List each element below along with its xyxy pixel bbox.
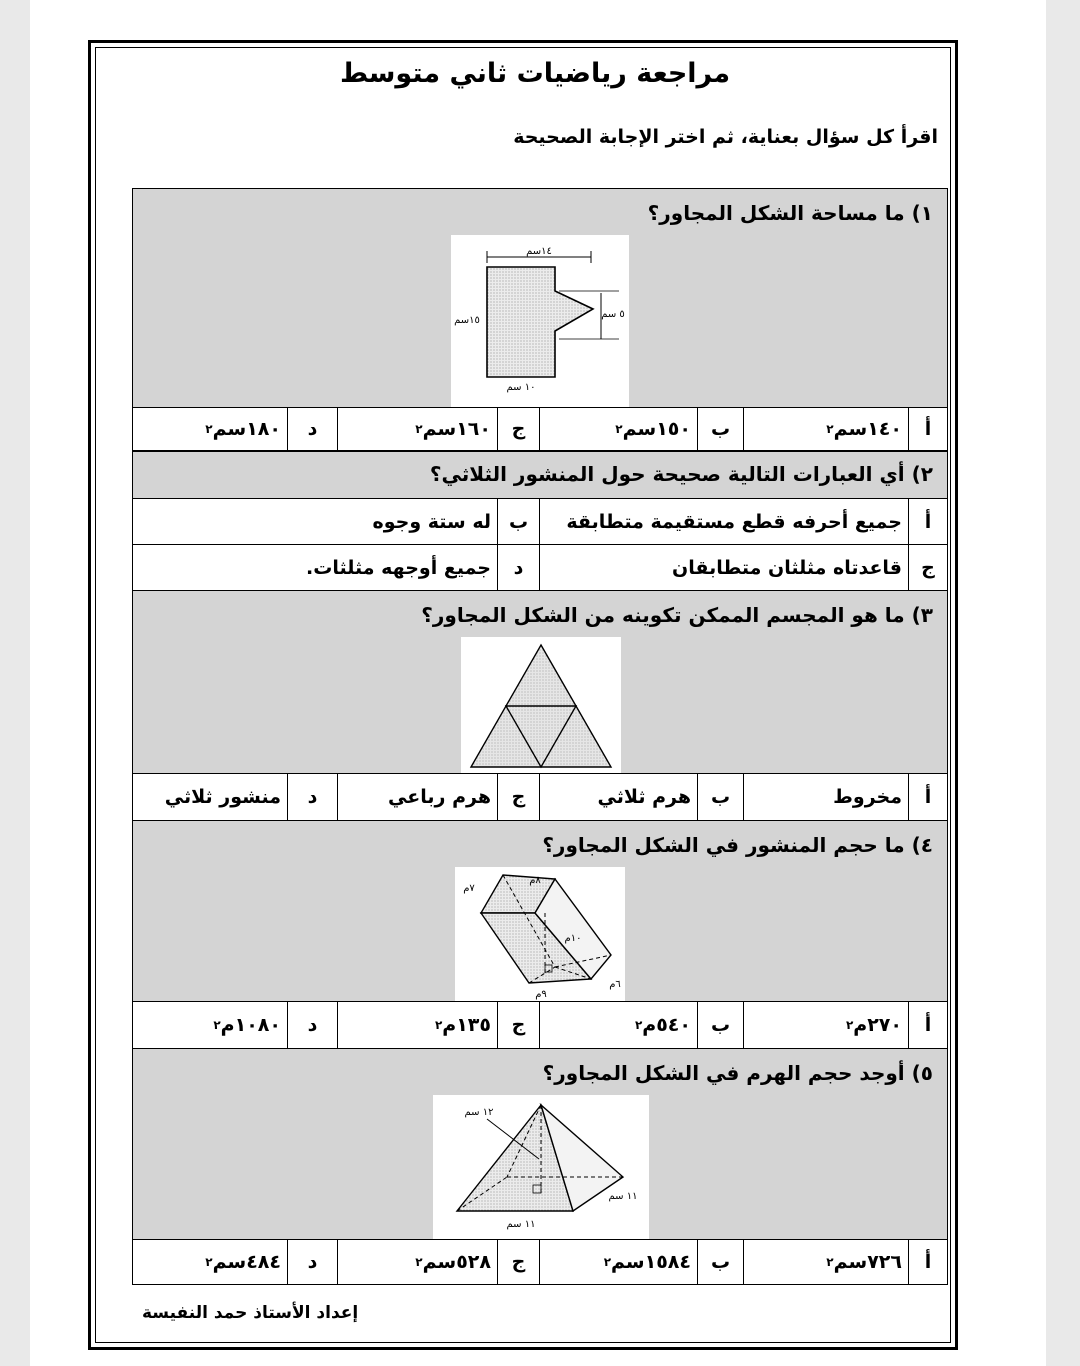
q1-option-a[interactable]: ١٤٠سم ٢ — [743, 408, 909, 450]
question-2-text — [430, 462, 933, 486]
q2-option-c[interactable]: قاعدتاه مثلثان متطابقان — [539, 545, 909, 590]
question-3-box — [132, 590, 948, 774]
figure-4-label-a: ٧م — [463, 883, 475, 894]
q5-letter-c: ج — [497, 1240, 539, 1284]
q2-letter-d: د — [497, 545, 539, 590]
question-5-text — [543, 1061, 933, 1085]
q4-letter-c: ج — [497, 1002, 539, 1048]
q2-letter-a: أ — [924, 510, 932, 533]
figure-1-label-top: ١٤سم — [526, 246, 552, 257]
q3-letter-a: أ — [924, 786, 932, 808]
q3-option-b[interactable]: هرم ثلاثي — [539, 774, 697, 820]
q1-letter-c: ج — [497, 408, 539, 450]
q2-option-b[interactable]: له ستة وجوه — [372, 510, 491, 533]
figure-4-label-c: ١٠م — [564, 933, 582, 944]
q5-letter-b: ب — [697, 1240, 743, 1284]
question-3-figure — [461, 637, 621, 775]
question-3-text — [421, 603, 933, 627]
question-1-text — [648, 201, 933, 225]
figure-1-label-right: ٥ سم — [601, 309, 625, 320]
page-title: مراجعة رياضيات ثاني متوسط — [339, 58, 731, 89]
question-4-box — [132, 820, 948, 1002]
q2-letter-b: ب — [497, 499, 539, 544]
author-credit: إعداد الأستاذ حمد النفيسة — [142, 1303, 359, 1323]
q4-letter-a: أ — [924, 1014, 932, 1036]
question-2-prompt: أي العبارات التالية صحيحة حول المنشور الثلاثي؟ — [429, 462, 905, 486]
figure-1-label-left: ١٥سم — [454, 315, 480, 326]
question-1-figure — [451, 235, 629, 409]
instructions: اقرأ كل سؤال بعناية، ثم اختر الإجابة الصحيحة — [513, 126, 938, 148]
question-1-options-row — [132, 407, 948, 451]
q3-option-a[interactable]: مخروط — [743, 774, 909, 820]
q5-letter-a: أ — [924, 1251, 932, 1273]
question-1-box — [132, 188, 948, 408]
q5-option-b[interactable]: ١٥٨٤سم ٢ — [539, 1240, 697, 1284]
q1-letter-b: ب — [697, 408, 743, 450]
q4-option-d[interactable]: ١٠٨٠م ٢ — [213, 1014, 281, 1036]
figure-5-label-side: ١١ سم — [608, 1191, 638, 1202]
question-4-prompt: ما حجم المنشور في الشكل المجاور؟ — [542, 833, 905, 857]
q5-option-d[interactable]: ٤٨٤سم ٢ — [205, 1251, 281, 1273]
question-2-box — [132, 451, 948, 499]
question-2-options-row-1 — [132, 498, 948, 545]
q3-letter-d: د — [287, 774, 337, 820]
q2-option-a[interactable]: جميع أحرفه قطع مستقيمة متطابقة — [539, 499, 909, 544]
left-margin-shade — [0, 0, 30, 1366]
question-5-box — [132, 1048, 948, 1240]
q4-option-c[interactable]: ١٣٥م ٢ — [337, 1002, 497, 1048]
figure-4-label-e: ٩م — [535, 989, 547, 1000]
figure-5-label-slant: ١٢ سم — [464, 1107, 494, 1118]
q4-option-b[interactable]: ٥٤٠م ٢ — [539, 1002, 697, 1048]
q1-option-c[interactable]: ١٦٠سم ٢ — [337, 408, 497, 450]
question-2-options-row-2 — [132, 544, 948, 591]
q3-letter-c: ج — [497, 774, 539, 820]
question-4-figure — [455, 867, 625, 1003]
figure-5-label-bottom: ١١ سم — [506, 1219, 536, 1230]
question-5-prompt: أوجد حجم الهرم في الشكل المجاور؟ — [542, 1061, 905, 1085]
q4-letter-b: ب — [697, 1002, 743, 1048]
q4-option-a[interactable]: ٢٧٠م ٢ — [743, 1002, 909, 1048]
figure-1-label-bottom: ١٠ سم — [506, 382, 536, 393]
q4-letter-d: د — [287, 1002, 337, 1048]
question-4-text — [542, 833, 933, 857]
q3-option-d[interactable]: منشور ثلاثي — [164, 786, 281, 808]
q1-letter-d: د — [287, 408, 337, 450]
q2-option-d[interactable]: جميع أوجهه مثلثات. — [306, 556, 491, 579]
question-1-prompt: ما مساحة الشكل المجاور؟ — [647, 201, 905, 225]
question-3-prompt: ما هو المجسم الممكن تكوينه من الشكل المجاور؟ — [421, 603, 905, 627]
question-3-number: ٣) — [911, 603, 933, 627]
q3-letter-b: ب — [697, 774, 743, 820]
question-2-number: ٢) — [911, 462, 933, 486]
q5-option-a[interactable]: ٧٢٦سم ٢ — [743, 1240, 909, 1284]
q5-option-c[interactable]: ٥٢٨سم ٢ — [337, 1240, 497, 1284]
question-5-figure — [433, 1095, 649, 1241]
q1-letter-a: أ — [924, 418, 932, 440]
question-5-number: ٥) — [911, 1061, 933, 1085]
q1-option-b[interactable]: ١٥٠سم ٢ — [539, 408, 697, 450]
figure-4-label-d: ٦م — [609, 979, 621, 990]
right-margin-shade — [1046, 0, 1080, 1366]
question-5-options-row — [132, 1239, 948, 1285]
q1-option-d[interactable]: ١٨٠سم ٢ — [205, 418, 281, 440]
q2-letter-c: ج — [921, 556, 935, 579]
question-3-options-row — [132, 773, 948, 821]
q3-option-c[interactable]: هرم رباعي — [337, 774, 497, 820]
question-1-number: ١) — [911, 201, 933, 225]
q5-letter-d: د — [287, 1240, 337, 1284]
figure-4-label-b: ٨م — [529, 875, 541, 886]
question-4-number: ٤) — [911, 833, 933, 857]
question-4-options-row — [132, 1001, 948, 1049]
